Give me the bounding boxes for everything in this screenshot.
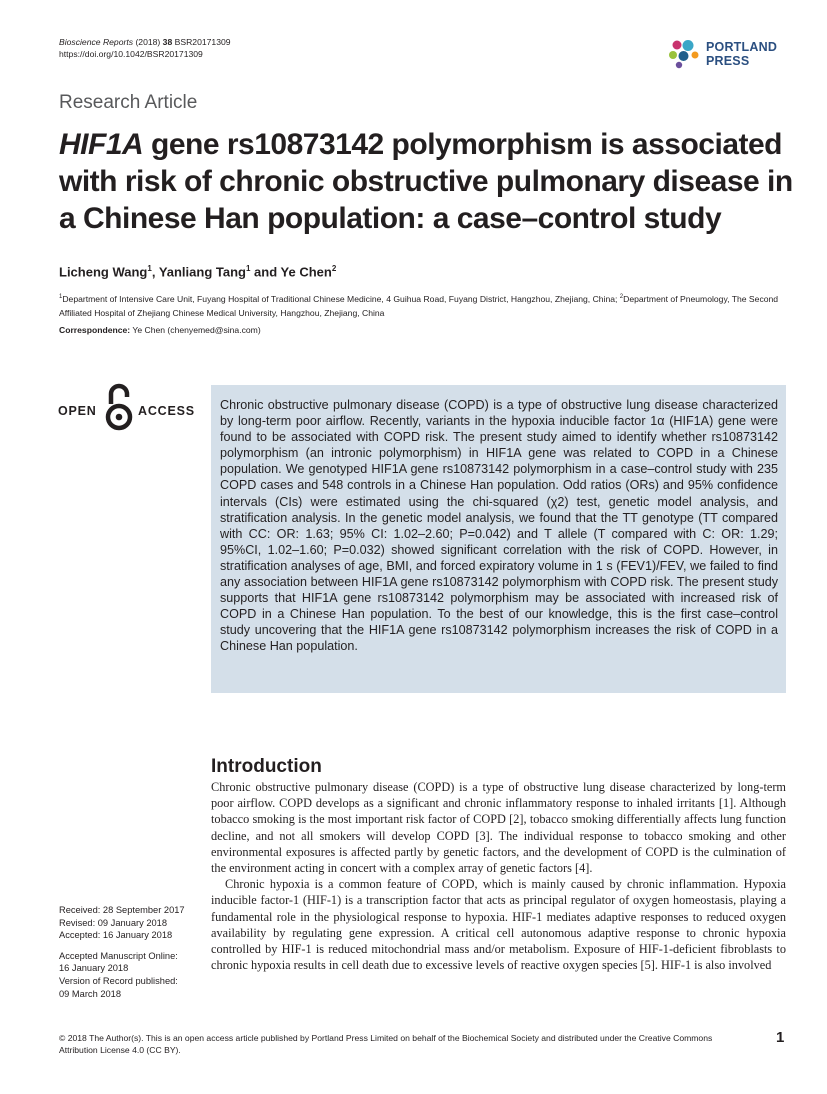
affiliation-2: Department of Pneumology, The Second Affiliated Hospital of Zhejiang Chinese Medical University, Hangzhou, Zhejiang, China xyxy=(59,293,779,318)
introduction-body xyxy=(211,779,786,973)
author-connector: and xyxy=(250,264,281,280)
article-id: BSR20171309 xyxy=(174,37,231,47)
journal-volume: 38 xyxy=(162,37,173,47)
affiliations xyxy=(59,290,794,320)
open-lock-icon xyxy=(105,382,133,432)
author-1[interactable]: Licheng Wang xyxy=(59,264,148,280)
title-gene: HIF1A xyxy=(59,128,144,161)
author-3-sup: 2 xyxy=(331,264,337,273)
affiliation-1: Department of Intensive Care Unit, Fuyang Hospital of Traditional Chinese Medicine, 4 Guihua Road, Fuyang District, Hangzhou, Zhejiang, China; xyxy=(62,293,620,304)
affil-1-sup: 1 xyxy=(59,294,63,300)
author-3[interactable]: Ye Chen xyxy=(280,264,332,280)
date-vor-label: Version of Record published: xyxy=(59,975,178,986)
license-footer: © 2018 The Author(s). This is an open access article published by Portland Press Limited on behalf of the Biochemical Society and distributed under the Creative Commons Attribution License 4.0 (CC BY). xyxy=(59,1033,713,1055)
abstract-box xyxy=(211,385,786,693)
affil-2-sup: 2 xyxy=(619,294,624,300)
author-list: Licheng Wang$^1$, Yanliang Tang$^1$ and Ye Chen$^2$ xyxy=(59,264,337,280)
journal-citation xyxy=(59,36,231,60)
open-access-left: OPEN xyxy=(58,404,97,418)
date-accepted: Accepted: 16 January 2018 xyxy=(59,930,173,941)
publication-dates xyxy=(59,904,185,1000)
journal-name: Bioscience Reports xyxy=(59,37,134,47)
date-amo: 16 January 2018 xyxy=(59,963,129,974)
article-type: Research Article xyxy=(59,92,198,113)
article-title xyxy=(59,126,799,237)
open-access-right: ACCESS xyxy=(138,404,195,418)
journal-year: (2018) xyxy=(135,37,161,47)
page-number: 1 xyxy=(776,1029,785,1046)
date-amo-label: Accepted Manuscript Online: xyxy=(59,950,178,961)
publisher-name xyxy=(706,40,777,68)
publisher-line1: PORTLAND xyxy=(706,40,778,54)
correspondence-email[interactable]: Ye Chen (chenyemed@sina.com) xyxy=(132,325,261,335)
correspondence-label: Correspondence: xyxy=(59,325,131,335)
title-rest: gene rs10873142 polymorphism is associated with risk of chronic obstructive pulmonary disease in a Chinese Han population: a case–control study xyxy=(59,128,793,235)
publisher-line2: PRESS xyxy=(706,54,750,68)
abstract-text: Chronic obstructive pulmonary disease (COPD) is a type of obstructive lung disease characterized by long-term poor airflow. Recently, variants in the hypoxia inducible factor 1α (HIF1A) gene were found to be associated with COPD risk. The present study aimed to identify whether rs10873142 polymorphism (an intronic polymorphism) in HIF1A gene was related to COPD in a Chinese population. We genotyped HIF1A gene rs10873142 polymorphism in a case–control study with 235 COPD cases and 548 controls in a Chinese Han population. Odd ratios (ORs) and 95% confidence intervals (CIs) were estimated using the chi-squared (χ2) test, genetic model analysis, and stratification analysis. In the genetic model analysis, we found that the TT genotype (TT compared with CC: OR: 1.63; 95% CI: 1.02–2.60; P=0.042) and T allele (T compared with C: OR: 1.29; 95%CI, 1.02–1.60; P=0.032) showed significant correlation with the risk of COPD. However, in stratification analyses of age, BMI, and forced expiratory volume in 1 s (FEV1)/FEV, we failed to find any association between HIF1A gene rs10873142 polymorphism with COPD risk. The present study supports that HIF1A gene rs10873142 polymorphism may be associated with increased risk of COPD in a Chinese Han population. To the best of our knowledge, this is the first case–control study uncovering that the HIF1A gene rs10873142 polymorphism increases the risk of COPD in a Chinese Han population. xyxy=(220,398,778,654)
date-received: Received: 28 September 2017 xyxy=(59,905,185,915)
intro-paragraph-1: Chronic obstructive pulmonary disease (COPD) is a type of obstructive lung disease characterized by long-term poor airflow. COPD develops as a significant and chronic inflammatory response to inhaled irritants [1]. Although tobacco smoking is the most important risk factor of COPD [2], tobacco smoking differentially affects lung function decline, and not all smokers will develop COPD [3]. The individual response to tobacco smoking and other environmental exposures is affected partly by genetic factors, and the development of COPD is the culmination of the environment acting in concert with a complex array of genetic factors [4]. xyxy=(211,780,786,876)
date-vor: 09 March 2018 xyxy=(59,988,122,999)
open-access-badge xyxy=(58,382,198,434)
author-2[interactable]: Yanliang Tang xyxy=(158,264,246,280)
author-2-sup: 1 xyxy=(245,264,251,273)
doi-link[interactable]: https://doi.org/10.1042/BSR20171309 xyxy=(59,49,203,59)
author-1-sup: 1 xyxy=(147,264,152,273)
correspondence xyxy=(59,325,261,335)
introduction-heading: Introduction xyxy=(211,756,322,777)
intro-paragraph-2: Chronic hypoxia is a common feature of COPD, which is mainly caused by chronic inflammation. Hypoxia inducible factor-1 (HIF-1) is a transcription factor that acts as principal regulator of oxygen homeostasis, playing a fundamental role in the physiological response to hypoxia. HIF-1 mediates adaptive responses to reduced oxygen availability by regulating gene expression. A critical cell autonomous adaptive response to chronic hypoxia controlled by HIF-1 is reduced mitochondrial mass and/or metabolism. Exposure of HIF-1-deficient fibroblasts to chronic hypoxia results in cell death due to excessive levels of reactive oxygen species [5]. HIF-1 is also involved xyxy=(211,877,786,973)
date-revised: Revised: 09 January 2018 xyxy=(59,917,168,928)
